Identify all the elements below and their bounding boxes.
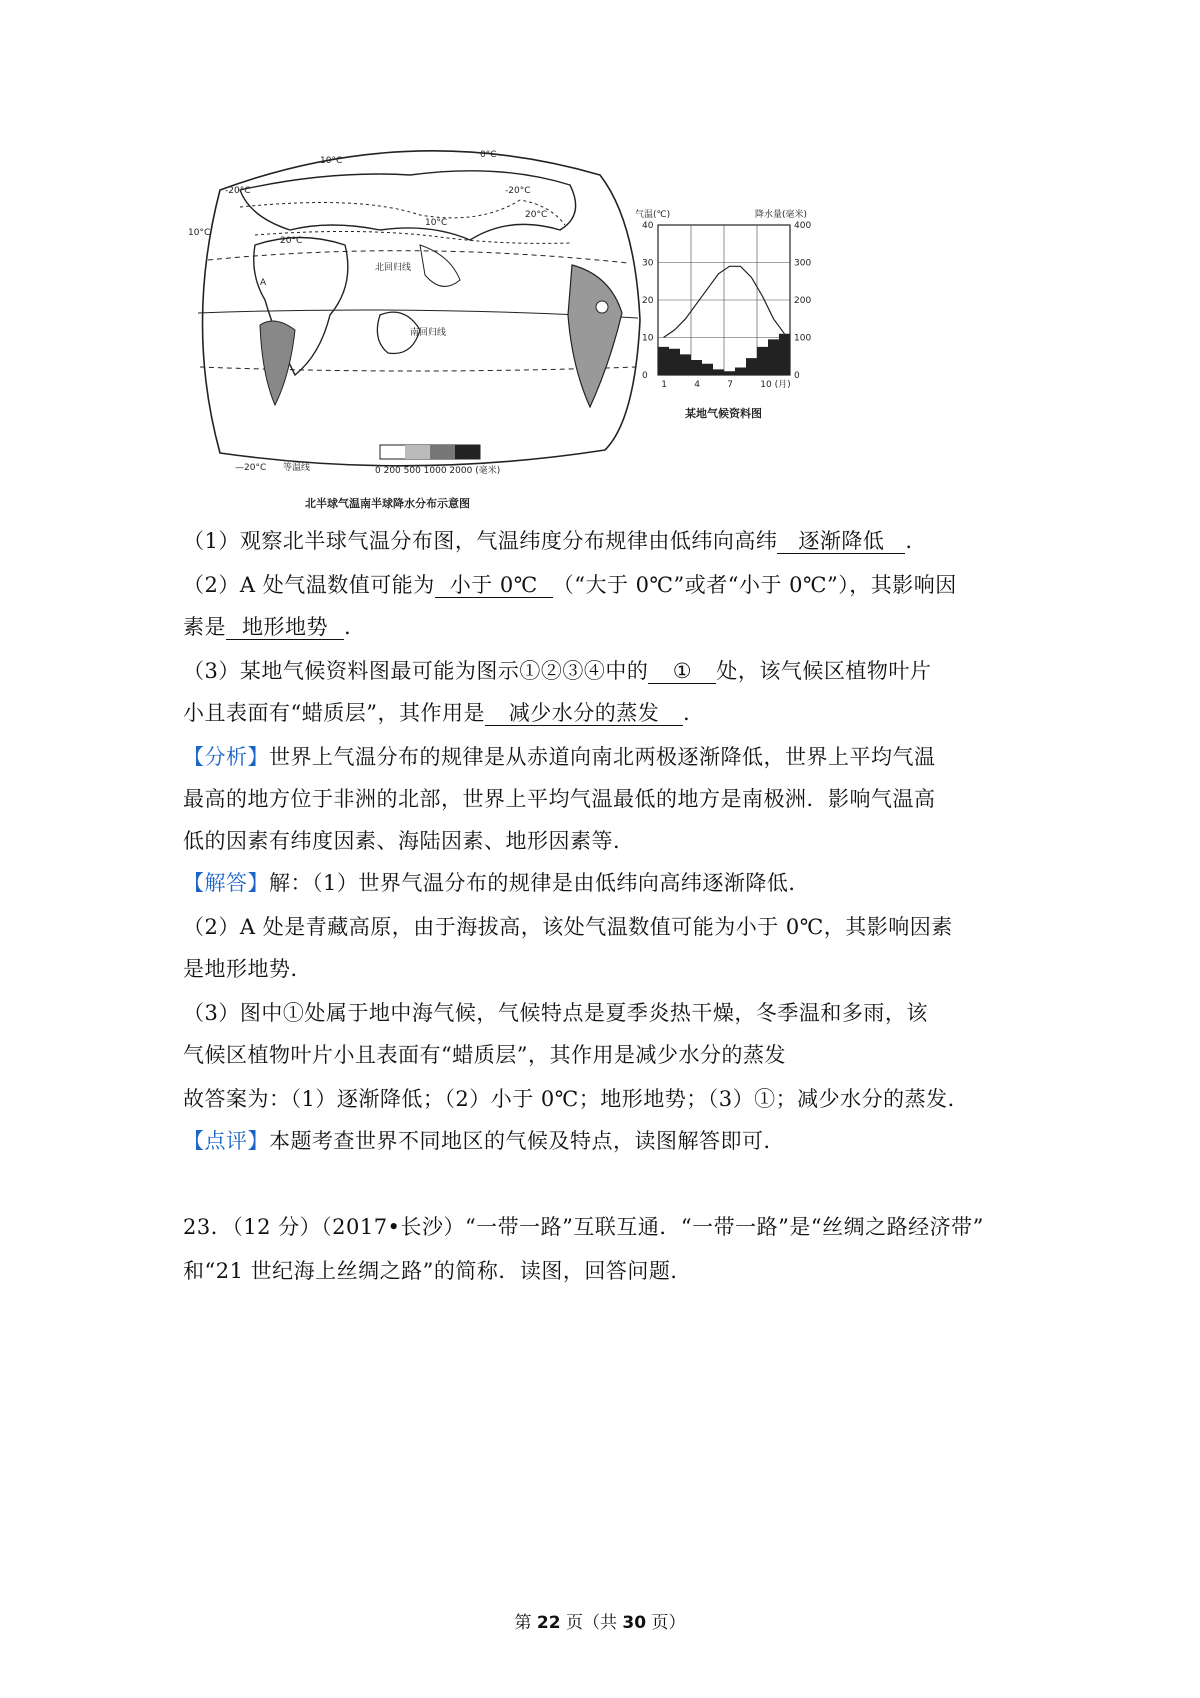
footer-suffix: 页） — [646, 1613, 686, 1633]
analysis-line1 — [183, 744, 1063, 770]
month-tick-label: 7 — [727, 380, 734, 390]
temp-tick-label: 0 — [642, 371, 648, 381]
footer-page-number: 22 — [536, 1613, 561, 1633]
isotherm-label-10-top: 10°C — [320, 156, 343, 166]
climate-figure — [180, 135, 910, 545]
q1-text: （1）观察北半球气温分布图，气温纬度分布规律由低纬向高纬 — [183, 529, 778, 553]
precip-bar — [658, 347, 669, 375]
month-tick-label: 10 (月) — [760, 380, 791, 390]
analysis-line2: 最高的地方位于非洲的北部，世界上平均气温最低的地方是南极洲．影响气温高 — [183, 787, 936, 811]
solution-line6: 故答案为：（1）逐渐降低；（2）小于 0℃；地形地势；（3）①；减少水分的蒸发． — [183, 1087, 970, 1111]
q2-text-a: （2）A 处气温数值可能为 — [183, 573, 435, 597]
solution-line2: （2）A 处是青藏高原，由于海拔高，该处气温数值可能为小于 0℃，其影响因素 — [183, 915, 953, 939]
page-footer — [0, 1608, 1200, 1633]
month-tick-label: 4 — [694, 380, 701, 390]
q3-answer2: 减少水分的蒸发 — [485, 701, 683, 726]
comment-line — [183, 1128, 1063, 1154]
q2-end: . — [344, 615, 352, 639]
analysis-tag: 【分析】 — [183, 745, 269, 769]
solution-text-1: 解：（1）世界气温分布的规律是由低纬向高纬逐渐降低． — [269, 871, 810, 895]
isotherm-label-10-asia: 10°C — [425, 218, 448, 228]
temp-ticks — [642, 221, 654, 381]
isotherm-label-20: 20°C — [280, 236, 303, 246]
precip-ticks — [794, 221, 811, 381]
legend-isotherm-sample: —20°C — [235, 463, 267, 473]
q2-line1 — [183, 572, 1063, 598]
q3-text-a: （3）某地气候资料图最可能为图示①②③④中的 — [183, 659, 649, 683]
footer-total-pages: 30 — [622, 1613, 647, 1633]
solution-line5: 气候区植物叶片小且表面有“蜡质层”，其作用是减少水分的蒸发 — [183, 1043, 786, 1067]
q3-line2 — [183, 700, 1063, 726]
precip-unit-label: 降水量(毫米) — [755, 210, 808, 220]
precip-tick-label: 0 — [794, 371, 800, 381]
precip-bar — [691, 360, 702, 375]
precip-bar — [779, 334, 790, 375]
solution-line4: （3）图中①处属于地中海气候，气候特点是夏季炎热干燥，冬季温和多雨，该 — [183, 1001, 928, 1025]
precip-bar — [757, 347, 768, 375]
q1-line — [183, 528, 1063, 554]
precip-tick-label: 100 — [794, 333, 812, 344]
q2-text-b: （“大于 0℃”或者“小于 0℃”），其影响因 — [552, 573, 957, 597]
precip-bar — [724, 371, 735, 375]
q3-text-c: 小且表面有“蜡质层”，其作用是 — [183, 701, 485, 725]
q3-text-b: 处，该气候区植物叶片 — [716, 659, 932, 683]
footer-middle: 页（共 — [560, 1613, 623, 1633]
q3-answer1: ① — [648, 659, 716, 684]
temp-tick-label: 10 — [642, 333, 654, 344]
isotherm-label-0: 0°C — [480, 150, 497, 160]
isotherm-label-neg20-a: -20°C — [225, 186, 251, 196]
precip-tick-label: 400 — [794, 221, 812, 231]
q23-line2: 和“21 世纪海上丝绸之路”的简称．读图，回答问题． — [183, 1259, 692, 1283]
map-caption: 北半球气温南半球降水分布示意图 — [305, 497, 470, 510]
climate-chart-title: 某地气候资料图 — [685, 407, 762, 420]
marker-a-label: A — [260, 278, 267, 288]
analysis-text-1: 世界上气温分布的规律是从赤道向南北两极逐渐降低，世界上平均气温 — [269, 745, 936, 769]
precip-bar — [735, 368, 746, 376]
precip-tick-label: 300 — [794, 258, 812, 269]
q2-text-c: 素是 — [183, 615, 226, 639]
q3-line1 — [183, 658, 1063, 684]
comment-tag: 【点评】 — [183, 1129, 269, 1153]
precip-bar — [713, 369, 724, 375]
legend-isotherm-label: 等温线 — [283, 463, 311, 473]
isotherm-label-neg20-b: -20°C — [505, 186, 531, 196]
temp-unit-label: 气温(℃) — [635, 210, 671, 220]
tropic-north-label: 北回归线 — [375, 263, 412, 273]
footer-prefix: 第 — [514, 1613, 537, 1633]
climate-chart — [635, 208, 811, 420]
q2-line2 — [183, 614, 1063, 640]
precip-bar — [768, 339, 779, 375]
q2-answer1: 小于 0℃ — [435, 573, 553, 598]
q1-end: . — [905, 529, 913, 553]
q3-end: . — [682, 701, 691, 725]
solution-tag: 【解答】 — [183, 871, 269, 895]
temp-tick-label: 30 — [642, 258, 654, 269]
temp-tick-label: 20 — [642, 296, 654, 306]
solution-line1 — [183, 870, 1063, 896]
temp-tick-label: 40 — [642, 221, 654, 231]
isotherm-label-10-mid: 10°C — [188, 228, 211, 238]
precip-tick-label: 200 — [794, 296, 812, 306]
isotherm-label-20-right: 20°C — [525, 210, 548, 220]
solution-line3: 是地形地势． — [183, 957, 312, 981]
precip-bar — [680, 354, 691, 375]
legend-scale-label: 0 200 500 1000 2000 (毫米) — [375, 466, 501, 476]
comment-text: 本题考查世界不同地区的气候及特点，读图解答即可． — [269, 1129, 785, 1153]
analysis-line3: 低的因素有纬度因素、海陆因素、地形因素等． — [183, 829, 635, 853]
precip-bar — [746, 358, 757, 375]
q2-answer2: 地形地势 — [226, 615, 344, 640]
world-map — [198, 151, 640, 466]
q1-answer: 逐渐降低 — [777, 529, 905, 554]
q23-line1: 23．（12 分）（2017•长沙）“一带一路”互联互通．“一带一路”是“丝绸之路经济带” — [183, 1215, 984, 1239]
tropic-south-label: 南回归线 — [410, 328, 447, 338]
month-ticks — [661, 379, 790, 390]
month-tick-label: 1 — [661, 380, 668, 390]
precip-bar — [669, 349, 680, 375]
precip-bar — [702, 364, 713, 375]
